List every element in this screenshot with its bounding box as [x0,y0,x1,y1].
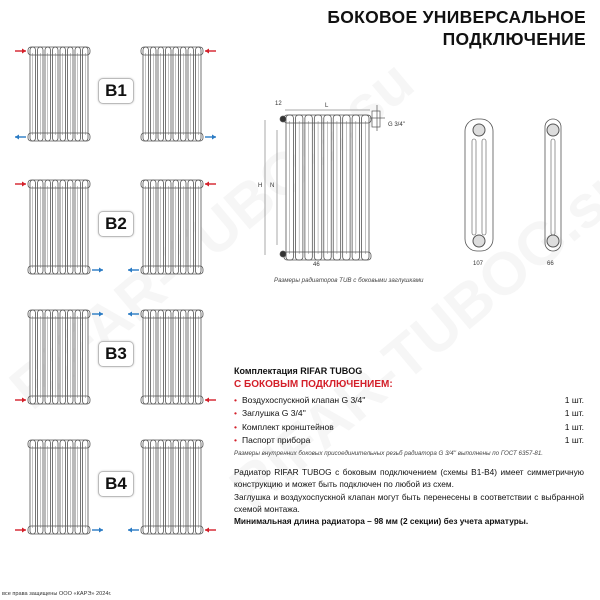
radiator-B3-left [15,310,103,404]
dim-107: 107 [473,261,484,267]
radiator-B3-right [128,310,216,404]
radiator-B1-right [141,47,216,141]
kit-section [234,366,584,457]
kit-note: Размеры внутренних боковых присоединительных резьб радиатора G 3/4'' выполнены по ГОСТ 6357-81. [234,450,543,457]
title-line-2: ПОДКЛЮЧЕНИЕ [442,29,586,49]
bullet-icon: • [234,421,237,432]
bullet-icon: • [234,435,237,446]
scheme-label-B1: B1 [98,78,134,104]
title-line-1: БОКОВОЕ УНИВЕРСАЛЬНОЕ [327,7,586,27]
kit-item-qty: 1 шт. [564,421,584,432]
kit-item [234,434,584,448]
description [234,466,584,527]
dim-66: 66 [547,261,554,267]
kit-item [234,420,584,434]
description-p2: Заглушка и воздухоспускной клапан могут быть перенесены в соответствии с выбранной схемой монтажа. [234,491,584,514]
kit-item-qty: 1 шт. [564,408,584,419]
kit-heading: Комплектация RIFAR TUBOG [234,366,363,376]
description-p1: Радиатор RIFAR TUBOG с боковым подключением (схемы B1-B4) имеет симметричную конструкцию и может быть подключен по любой из схем. [234,467,584,490]
dim-H: H [258,183,263,189]
page-title [327,6,586,50]
kit-item [234,407,584,421]
radiator-B4-right [128,440,216,534]
kit-item-qty: 1 шт. [564,394,584,405]
scheme-label-B4: B4 [98,471,134,497]
dim-thread: G 3/4'' [388,122,405,128]
bullet-icon: • [234,394,237,405]
dim-46: 46 [313,262,320,268]
kit-item-name: Комплект кронштейнов [241,421,334,432]
radiator-B2-left [15,180,103,274]
dim-L: L [325,103,329,109]
kit-subheading: С БОКОВЫМ ПОДКЛЮЧЕНИЕМ: [234,379,393,390]
scheme-label-B2: B2 [98,211,134,237]
kit-item [234,393,584,407]
kit-item-name: Паспорт прибора [241,435,311,446]
drawing-caption: Размеры радиаторов TUB с боковыми заглушками [274,277,424,284]
dim-N: N [270,183,275,189]
kit-item-name: Заглушка G 3/4'' [241,408,306,419]
kit-item-qty: 1 шт. [564,435,584,446]
radiator-B2-right [128,180,216,274]
scheme-label-B3: B3 [98,341,134,367]
description-p3: Минимальная длина радиатора – 98 мм (2 секции) без учета арматуры. [234,516,529,527]
radiator-B1-left [15,47,90,141]
copyright: все права защищены ООО «КАРЭ» 2024г. [2,591,112,597]
kit-item-name: Воздухоспускной клапан G 3/4'' [241,394,366,405]
dim-12: 12 [275,101,282,107]
radiator-B4-left [15,440,103,534]
dimension-drawing [255,95,600,280]
bullet-icon: • [234,408,237,419]
